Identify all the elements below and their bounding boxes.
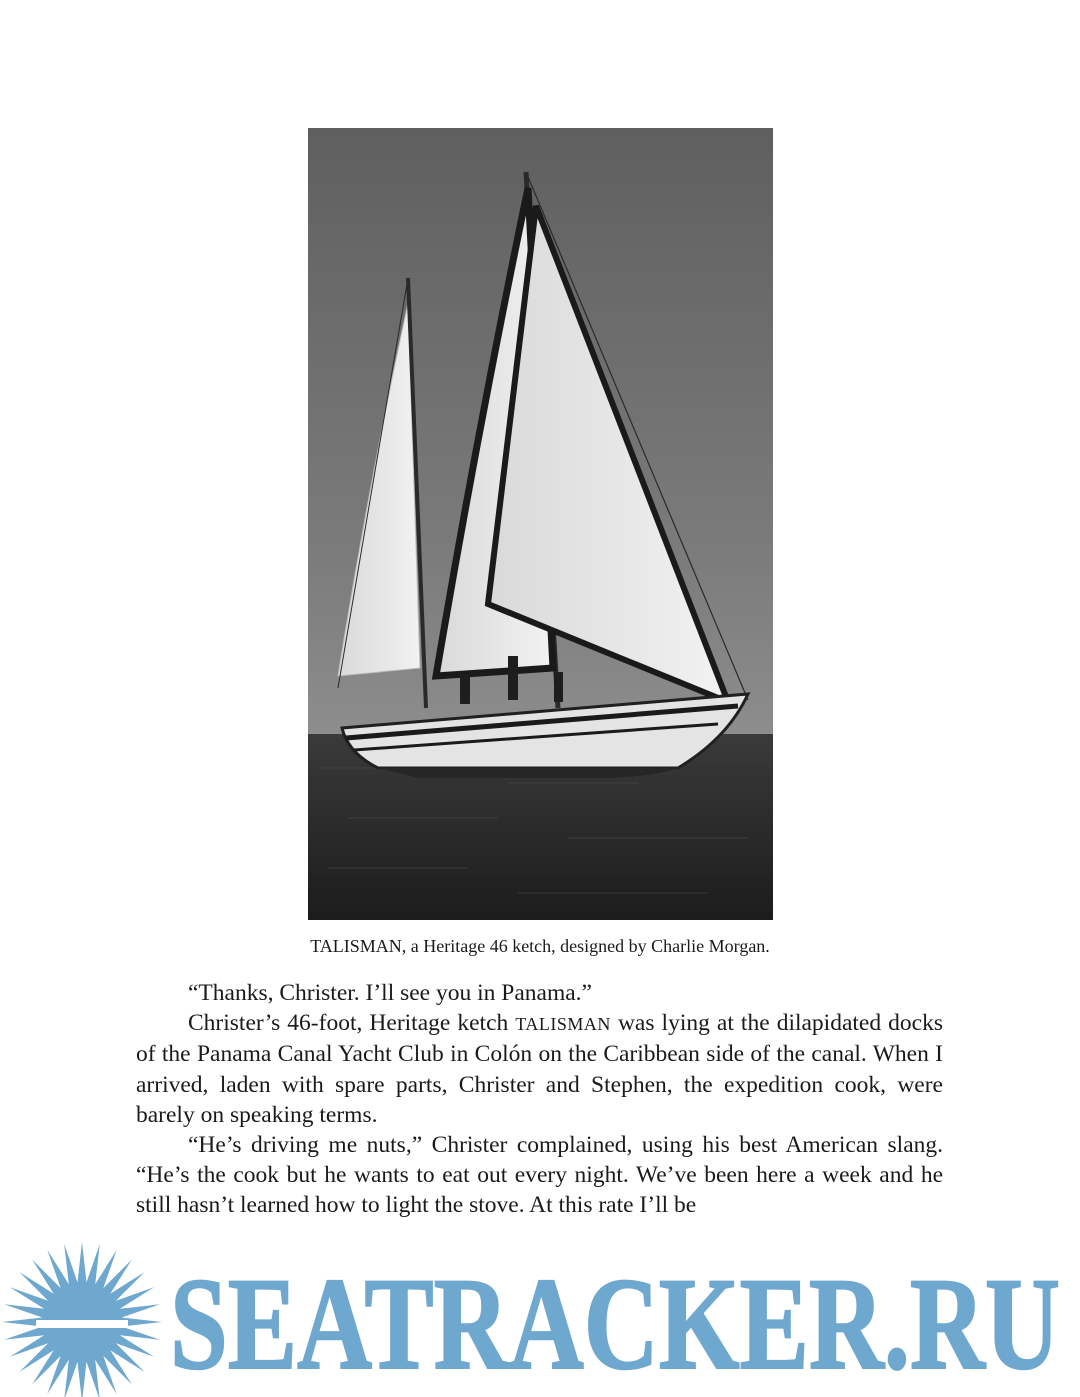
paragraph-3: “He’s driving me nuts,” Christer complained, using his best American slang. “He’s the cook but he wants to eat out every night. We’ve been here a week and he still hasn’t learned how to light the stove. At this rate I’ll be	[136, 1132, 943, 1219]
watermark	[0, 1232, 1080, 1397]
photo-caption: TALISMAN, a Heritage 46 ketch, designed by Charlie Morgan.	[310, 936, 770, 956]
paragraph-2-end: was lying at the dilapidated docks of the Panama Canal Yacht Club in Colón on the Caribbean side of the canal. When I arrived, laden with spare parts, Christer and Stephen, the expedition cook, were barely on speaking terms.	[136, 1010, 943, 1128]
paragraph-1: “Thanks, Christer. I’ll see you in Panama.”	[188, 980, 592, 1006]
sun-logo-icon	[2, 1242, 162, 1397]
paragraph-2-start: Christer’s 46-foot, Heritage ketch	[188, 1010, 516, 1037]
sailboat-photo	[308, 128, 773, 920]
sun-horizon	[36, 1320, 128, 1328]
body-text	[136, 978, 943, 1221]
paragraph-2	[136, 1008, 943, 1130]
watermark-text: SEATRACKER.RU	[170, 1250, 1060, 1397]
boat-name: TALISMAN	[515, 1014, 611, 1035]
